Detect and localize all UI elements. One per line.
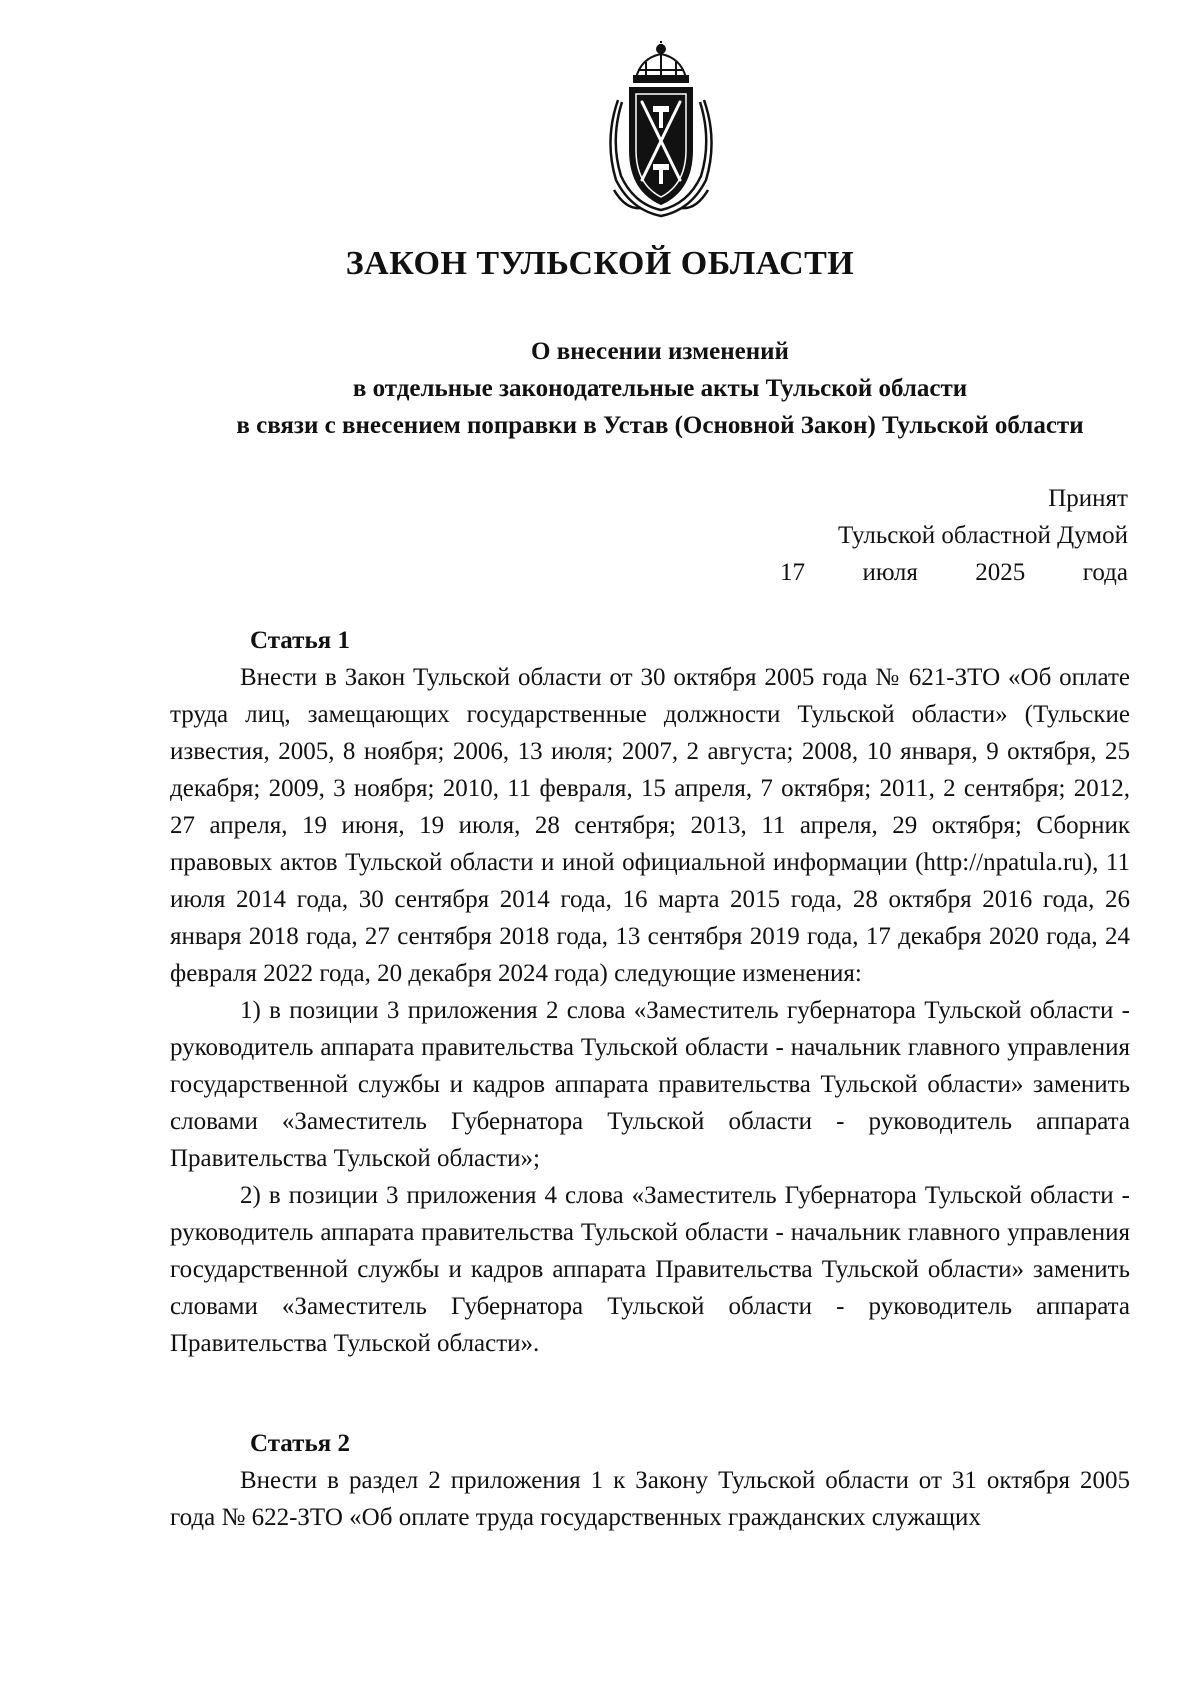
article-item: 2) в позиции 3 приложения 4 слова «Заместитель Губернатора Тульской области - руководитель аппарата правительства Тульской области - начальник главного управления государственной службы и кадров аппарата Правительства Тульской области» заменить словами «Заместитель Губернатора Тульской области - руководитель аппарата Правительства Тульской области». [170, 1182, 1130, 1357]
adopted-label: Принят [1048, 485, 1128, 512]
adoption-day: 17 [780, 559, 805, 586]
law-subtitle [160, 333, 1160, 444]
article-heading: Статья 1 [250, 627, 350, 654]
adoption-year: 2025 [975, 559, 1026, 586]
adopted-by: Тульской областной Думой [837, 522, 1128, 549]
law-title: ЗАКОН ТУЛЬСКОЙ ОБЛАСТИ [345, 245, 855, 282]
adoption-date [780, 554, 1128, 591]
adoption-month: июля [862, 559, 918, 586]
subtitle-line: О внесении изменений [531, 338, 789, 365]
article-2 [170, 1425, 1130, 1536]
subtitle-line: в связи с внесением поправки в Устав (Основной Закон) Тульской области [236, 412, 1084, 439]
article-1 [170, 622, 1130, 1362]
adoption-block [780, 480, 1128, 591]
article-item: 1) в позиции 3 приложения 2 слова «Заместитель губернатора Тульской области - руководитель аппарата правительства Тульской области - начальник главного управления государственной службы и кадров аппарата правительства Тульской области» заменить словами «Заместитель Губернатора Тульской области - руководитель аппарата Правительства Тульской области»; [170, 997, 1130, 1172]
article-paragraph: Внести в Закон Тульской области от 30 октября 2005 года № 621-ЗТО «Об оплате труда лиц, замещающих государственные должности Тульской области» (Тульские известия, 2005, 8 ноября; 2006, 13 июля; 2007, 2 августа; 2008, 10 января, 9 октября, 25 декабря; 2009, 3 ноября; 2010, 11 февраля, 15 апреля, 7 октября; 2011, 2 сентября; 2012, 27 апреля, 19 июня, 19 июля, 28 сентября; 2013, 11 апреля, 29 октября; Сборник правовых актов Тульской области и иной официальной информации (http://npatula.ru), 11 июля 2014 года, 30 сентября 2014 года, 16 марта 2015 года, 28 октября 2016 года, 26 января 2018 года, 27 сентября 2018 года, 13 сентября 2019 года, 17 декабря 2020 года, 24 февраля 2022 года, 20 декабря 2024 года) следующие изменения: [170, 664, 1130, 987]
article-heading: Статья 2 [250, 1430, 350, 1457]
subtitle-line: в отдельные законодательные акты Тульской области [352, 375, 968, 402]
coat-of-arms-emblem [596, 40, 726, 220]
adoption-suffix: года [1082, 559, 1128, 586]
article-paragraph: Внести в раздел 2 приложения 1 к Закону Тульской области от 31 октября 2005 года № 622-ЗТО «Об оплате труда государственных гражданских служащих [170, 1467, 1130, 1531]
